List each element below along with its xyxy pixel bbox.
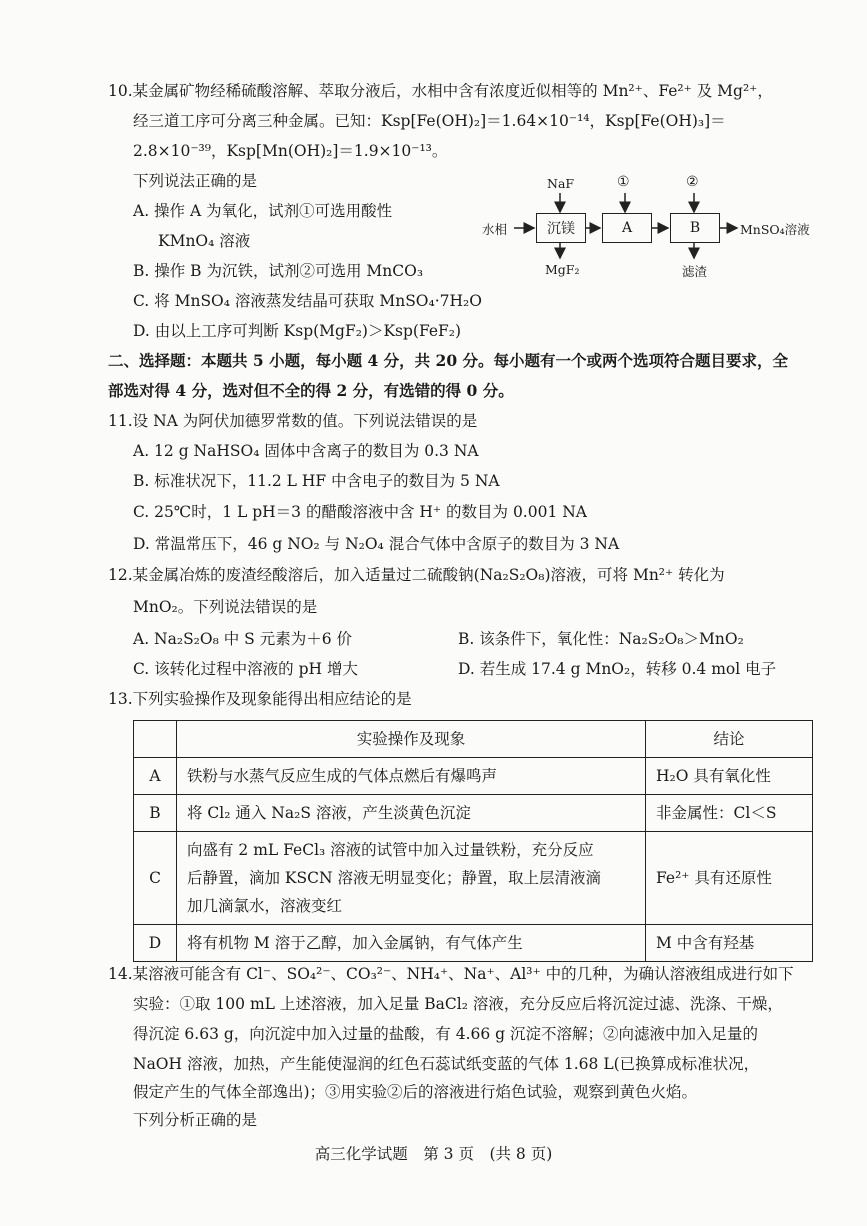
row-conclusion: M 中含有羟基: [646, 925, 813, 962]
row-label: B: [134, 795, 177, 832]
q14-prompt: 下列分析正确的是: [133, 1111, 258, 1129]
row-operation-line2: 后静置，滴加 KSCN 溶液无明显变化；静置，取上层清液滴: [187, 869, 601, 887]
q12-option-d: D. 若生成 17.4 g MnO₂，转移 0.4 mol 电子: [458, 660, 777, 678]
q12-line2: MnO₂。下列说法错误的是: [133, 598, 318, 616]
diagram-reagent-1: ①: [617, 174, 630, 190]
table-row: [134, 925, 813, 962]
row-operation: [177, 832, 646, 925]
diagram-reagent-2: ②: [686, 174, 699, 190]
table-row: [134, 832, 813, 925]
page-footer: 高三化学试题 第 3 页 (共 8 页): [314, 1145, 553, 1163]
q13-stem: 13.下列实验操作及现象能得出相应结论的是: [108, 690, 412, 708]
row-conclusion: Fe²⁺ 具有还原性: [646, 832, 813, 925]
table-row: [134, 758, 813, 795]
row-label: D: [134, 925, 177, 962]
diagram-box-b: B: [670, 213, 720, 243]
q10-prompt: 下列说法正确的是: [133, 172, 258, 190]
row-conclusion: 非金属性：Cl＜S: [646, 795, 813, 832]
diagram-box-precipitate-mg: 沉镁: [536, 213, 586, 243]
section2-heading-line1: 二、选择题：本题共 5 小题，每小题 4 分，共 20 分。每小题有一个或两个选项符合题目要求，全: [108, 351, 789, 370]
row-operation: 将 Cl₂ 通入 Na₂S 溶液，产生淡黄色沉淀: [177, 795, 646, 832]
experiment-table: [133, 720, 813, 962]
q10-option-d: D. 由以上工序可判断 Ksp(MgF₂)＞Ksp(FeF₂): [133, 322, 462, 340]
section2-heading-line2: 部选对得 4 分，选对但不全的得 2 分，有选错的得 0 分。: [108, 381, 514, 400]
q11-option-c: C. 25℃时，1 L pH＝3 的醋酸溶液中含 H⁺ 的数目为 0.001 NA: [133, 503, 587, 521]
table-header-row: [134, 721, 813, 758]
diagram-waste-mgf2: MgF₂: [545, 262, 580, 277]
row-label: A: [134, 758, 177, 795]
q12-line1: 12.某金属冶炼的废渣经酸溶后，加入适量过二硫酸钠(Na₂S₂O₈)溶液，可将 Mn²⁺ 转化为: [108, 566, 725, 584]
q14-line5: 假定产生的气体全部逸出)；③用实验②后的溶液进行焰色试验，观察到黄色火焰。: [133, 1083, 698, 1101]
row-label: C: [134, 832, 177, 925]
row-operation-line1: 向盛有 2 mL FeCl₃ 溶液的试管中加入过量铁粉，充分反应: [187, 841, 594, 859]
q10-option-a-cont: KMnO₄ 溶液: [158, 232, 251, 250]
q11-option-b: B. 标准状况下，11.2 L HF 中含电子的数目为 5 NA: [133, 472, 500, 490]
q14-line2: 实验：①取 100 mL 上述溶液，加入足量 BaCl₂ 溶液，充分反应后将沉淀过滤、洗涤、干燥，: [133, 995, 783, 1013]
q10-option-c: C. 将 MnSO₄ 溶液蒸发结晶可获取 MnSO₄·7H₂O: [133, 292, 482, 310]
q11-option-d: D. 常温常压下，46 g NO₂ 与 N₂O₄ 混合气体中含原子的数目为 3 NA: [133, 535, 620, 553]
q11-option-a: A. 12 g NaHSO₄ 固体中含离子的数目为 0.3 NA: [133, 442, 479, 460]
q11-stem: 11.设 NA 为阿伏加德罗常数的值。下列说法错误的是: [108, 412, 478, 430]
q10-line2: 经三道工序可分离三种金属。已知：Ksp[Fe(OH)₂]＝1.64×10⁻¹⁴，Ksp[Fe(OH)₃]＝: [133, 112, 726, 130]
q14-line4: NaOH 溶液，加热，产生能使湿润的红色石蕊试纸变蓝的气体 1.68 L(已换算成标准状况，: [133, 1055, 760, 1073]
table-row: [134, 795, 813, 832]
row-operation: 将有机物 M 溶于乙醇，加入金属钠，有气体产生: [177, 925, 646, 962]
row-conclusion: H₂O 具有氧化性: [646, 758, 813, 795]
table-header-operation: 实验操作及现象: [177, 721, 646, 758]
q14-line1: 14.某溶液可能含有 Cl⁻、SO₄²⁻、CO₃²⁻、NH₄⁺、Na⁺、Al³⁺ 中的几种，为确认溶液组成进行如下: [108, 965, 794, 983]
table-header-label: [134, 721, 177, 758]
diagram-box-a: A: [602, 213, 652, 243]
row-operation: 铁粉与水蒸气反应生成的气体点燃后有爆鸣声: [177, 758, 646, 795]
q10-option-a: A. 操作 A 为氧化，试剂①可选用酸性: [133, 202, 393, 220]
table-header-conclusion: 结论: [646, 721, 813, 758]
q12-option-a: A. Na₂S₂O₈ 中 S 元素为＋6 价: [133, 630, 353, 648]
row-operation-line3: 加几滴氯水，溶液变红: [187, 897, 343, 915]
flow-arrows: [0, 0, 867, 300]
q14-line3: 得沉淀 6.63 g，向沉淀中加入过量的盐酸，有 4.66 g 沉淀不溶解；②向滤液中加入足量的: [133, 1025, 759, 1043]
q10-option-b: B. 操作 B 为沉铁，试剂②可选用 MnCO₃: [133, 262, 424, 280]
diagram-reagent-naf: NaF: [547, 176, 575, 191]
diagram-waste-residue: 滤渣: [682, 264, 708, 279]
diagram-input-label: 水相: [482, 222, 508, 237]
q10-line3: 2.8×10⁻³⁹，Ksp[Mn(OH)₂]＝1.9×10⁻¹³。: [133, 142, 448, 160]
diagram-output-label: MnSO₄溶液: [740, 222, 810, 237]
q12-option-c: C. 该转化过程中溶液的 pH 增大: [133, 660, 358, 678]
q12-option-b: B. 该条件下，氧化性：Na₂S₂O₈＞MnO₂: [458, 630, 744, 648]
q10-line1: 10.某金属矿物经稀硫酸溶解、萃取分液后，水相中含有浓度近似相等的 Mn²⁺、Fe²⁺ 及 Mg²⁺，: [108, 82, 773, 100]
